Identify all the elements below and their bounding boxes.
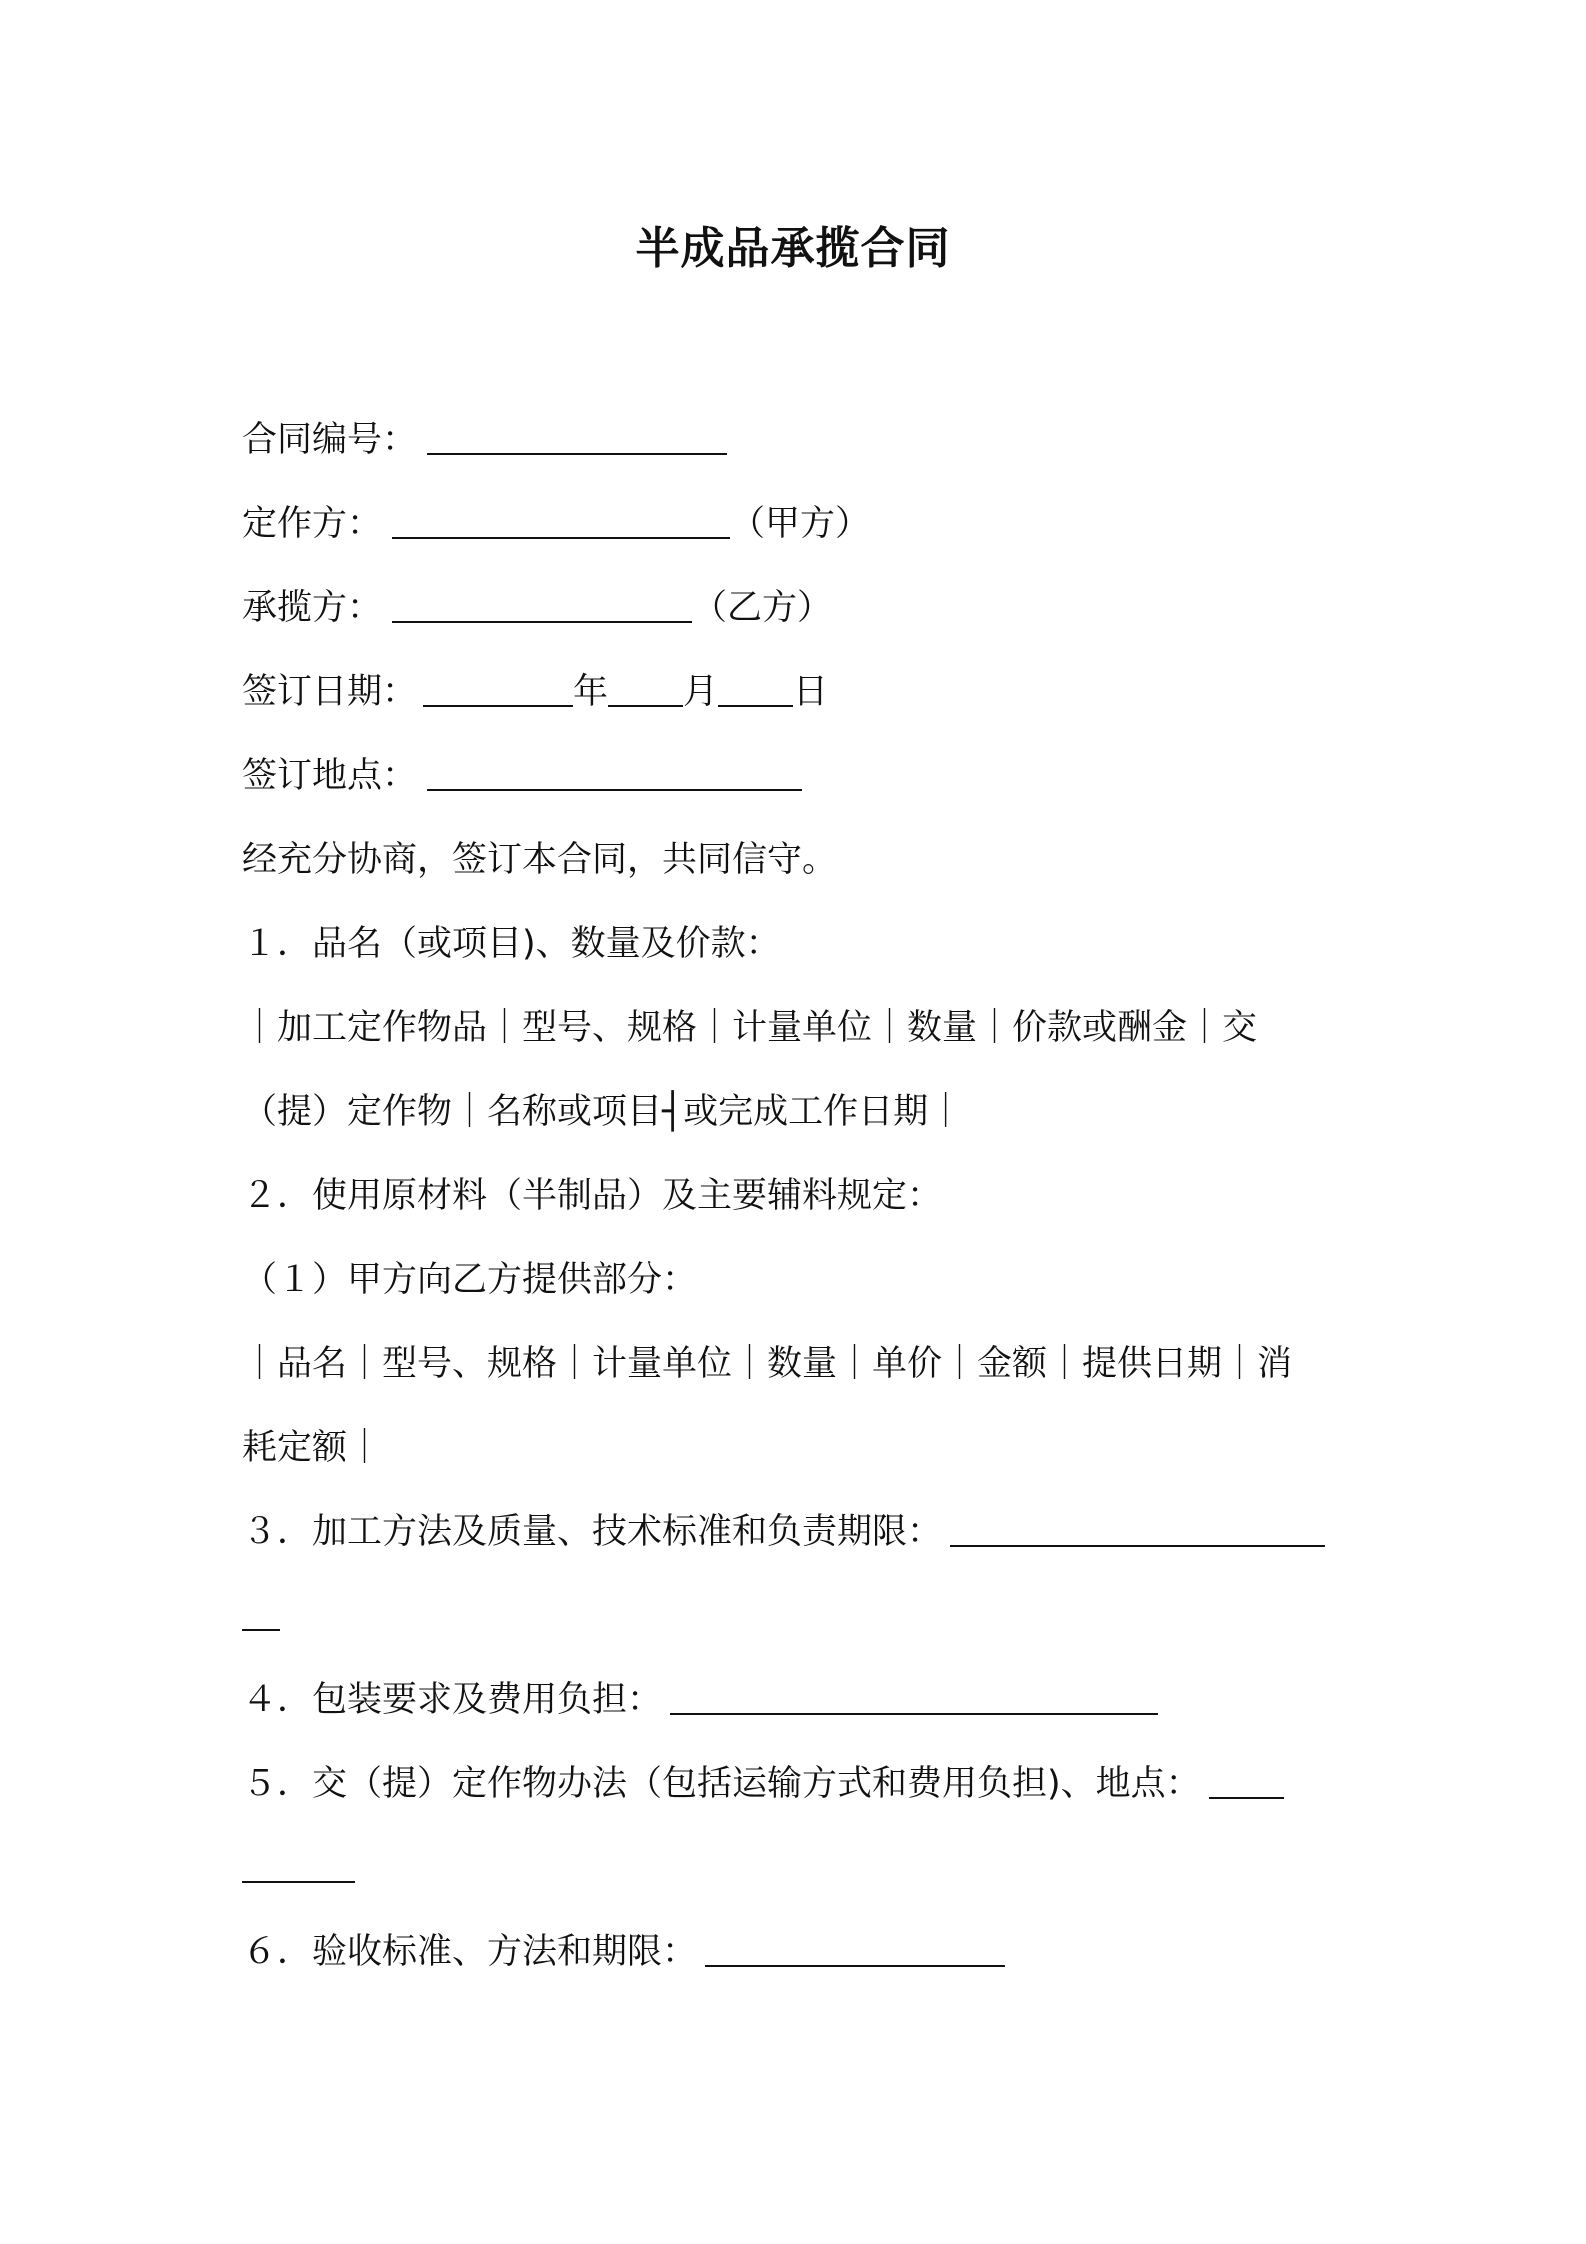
clause-4-heading: ４．包装要求及费用负担： [242,1680,663,1720]
clause-1-table-line-1: ｜加工定作物品｜型号、规格｜计量单位｜数量｜价款或酬金｜交 [242,1008,1258,1048]
party-a-line [242,496,870,552]
clause-3-heading: ３．加工方法及质量、技术标准和负责期限： [242,1512,943,1552]
sign-place-line [242,748,802,804]
day-label: 日 [793,672,829,712]
party-b-blank[interactable] [392,581,692,623]
year-label: 年 [573,672,609,712]
clause-2-table-line-2: 耗定额｜ [242,1428,383,1468]
clause-6-line [242,1924,1005,1980]
year-blank[interactable] [423,665,573,707]
party-a-label: 定作方： [242,504,383,544]
clause-1-table-line-2: （提）定作物｜名称或项目┤或完成工作日期｜ [242,1092,964,1132]
month-blank[interactable] [608,665,683,707]
contract-number-line [242,412,727,468]
sign-place-label: 签订地点： [242,756,418,796]
clause-4-line [242,1672,1158,1728]
party-a-suffix: （甲方） [730,504,871,544]
intro-text: 经充分协商，签订本合同，共同信守。 [242,840,838,880]
clause-6-blank[interactable] [705,1925,1005,1967]
clause-3-blank-continued[interactable] [242,1589,280,1631]
party-a-blank[interactable] [392,497,730,539]
clause-5-continuation [242,1840,355,1896]
clause-2-heading: ２．使用原材料（半制品）及主要辅料规定： [242,1176,943,1216]
party-b-label: 承揽方： [242,588,383,628]
sign-place-blank[interactable] [427,749,802,791]
clause-5-heading: ５．交（提）定作物办法（包括运输方式和费用负担)、地点： [242,1764,1201,1804]
sign-date-label: 签订日期： [242,672,418,712]
party-b-line [242,580,832,636]
clause-1-heading: １．品名（或项目)、数量及价款： [242,924,781,964]
sign-date-line [242,664,828,720]
party-b-suffix: （乙方） [692,588,833,628]
clause-5-blank-continued[interactable] [242,1841,355,1883]
clause-5-line [242,1756,1284,1812]
clause-3-blank[interactable] [950,1505,1325,1547]
month-label: 月 [683,672,719,712]
clause-3-continuation [242,1588,280,1644]
clause-6-heading: ６．验收标准、方法和期限： [242,1932,698,1972]
contract-number-label: 合同编号： [242,420,418,460]
clause-2-subheading: （１）甲方向乙方提供部分： [242,1260,698,1300]
document-title: 半成品承揽合同 [635,223,951,274]
day-blank[interactable] [718,665,793,707]
clause-2-table-line-1: ｜品名｜型号、规格｜计量单位｜数量｜单价｜金额｜提供日期｜消 [242,1344,1293,1384]
contract-number-blank[interactable] [427,413,727,455]
clause-3-line [242,1504,1325,1560]
clause-4-blank[interactable] [670,1673,1158,1715]
clause-5-blank[interactable] [1209,1757,1284,1799]
